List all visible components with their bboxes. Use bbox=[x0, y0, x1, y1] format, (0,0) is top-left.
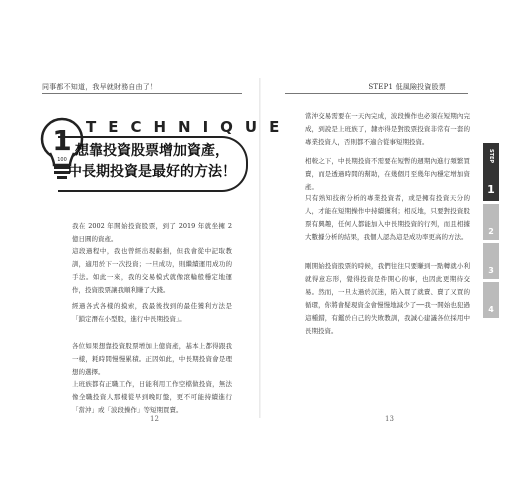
left-paragraph-4: 各位如果想靠投資股票增加上億資產，基本上都得跟我一樣，耗時間慢慢累積。正因如此，中長期投資會是理想的選擇。 bbox=[72, 342, 232, 376]
left-paragraph-1: 我在 2002 年開始投資股票，到了 2019 年就坐擁 2 億日圓的資產。 bbox=[72, 222, 232, 243]
step-tab-1[interactable] bbox=[483, 143, 499, 201]
left-header-rule bbox=[42, 93, 242, 94]
chapter-title-line-2: 中長期投資是最好的方法！ bbox=[68, 164, 236, 180]
left-page-number: 12 bbox=[150, 415, 159, 423]
right-paragraph-3: 只有熟知技術分析的專業投資者，或是擁有投資天分的人，才能在短期操作中持續獲利；相反地，只要對投資股票有興趣，任何人都能加入中長期投資的行列，而且相據大數據分析的結果，我個人認為這是成功率更高的方法。 bbox=[305, 194, 470, 241]
right-page-number: 13 bbox=[385, 415, 394, 423]
step-tab-number: 4 bbox=[488, 305, 494, 314]
right-header-rule bbox=[285, 93, 468, 94]
left-running-title: 同事都不知道，我早就財務自由了！ bbox=[42, 83, 158, 91]
step-tab-2[interactable] bbox=[483, 204, 499, 240]
bulb-caption: 100 bbox=[57, 157, 67, 163]
step-tab-number: 1 bbox=[487, 183, 495, 196]
right-paragraph-4: 剛開始投資股票的時候，我們往往只要賺到一點轉就小利就得意忘形，覺得投資是件開心的事，也因此更期待交易。然而，一旦太過於沉迷，陷入買了就賣、賣了又買的循環，你將會疑現資金會慢慢地減少了──我一開始也犯過這種錯，有鑑於自己的失敗教訓，我誠心建議各位採用中長期投資。 bbox=[305, 262, 470, 335]
step-tab-4[interactable] bbox=[483, 282, 499, 318]
left-paragraph-3: 經過各式各樣的摸索，我最後找到的最佳獲利方法是「鎖定潛在小型股，進行中長期投資」。 bbox=[72, 302, 232, 323]
step-tab-label: STEP bbox=[488, 149, 494, 164]
technique-word: TECHNIQUE bbox=[86, 118, 292, 136]
left-paragraph-2: 這段過程中，我也曾經出現虧損，但我會從中記取教訓，適用於下一次投資；一旦成功，則繼續運用成功的手法。如此一來，我的交易模式就像滾輪般穩定地運作，投資股票讓我順利賺了大錢。 bbox=[72, 247, 232, 294]
step-tab-number: 2 bbox=[488, 227, 494, 236]
step-tab-3[interactable] bbox=[483, 243, 499, 279]
chapter-title bbox=[62, 141, 242, 183]
technique-number: 1 bbox=[52, 124, 72, 157]
right-paragraph-2: 相較之下，中長期投資不需要在短暫的週期內進行頻繁買賣，而是透過時間的幫助，在幾個月至幾年內穩定增加資產。 bbox=[305, 157, 470, 191]
right-paragraph-1: 當沖交易需要在一天內完成，波段操作也必須在短期內完成，到說是上班族了，隸亦得是對股票投資非常有一套的專業投資人，否則都不適合從事短期投資。 bbox=[305, 112, 470, 146]
right-running-title: STEP1 低風險投資股票 bbox=[368, 83, 446, 91]
step-tabs bbox=[483, 143, 499, 321]
step-tab-number: 3 bbox=[488, 266, 494, 275]
chapter-title-line-1: 想靠投資股票增加資產， bbox=[75, 143, 229, 159]
left-paragraph-5: 上班族都有正職工作，日能利用工作空檔做投資，無法像全職投資人那樣從早到晚盯盤，更不可能持續進行「當沖」或「波段操作」等短期買賣。 bbox=[72, 380, 232, 414]
